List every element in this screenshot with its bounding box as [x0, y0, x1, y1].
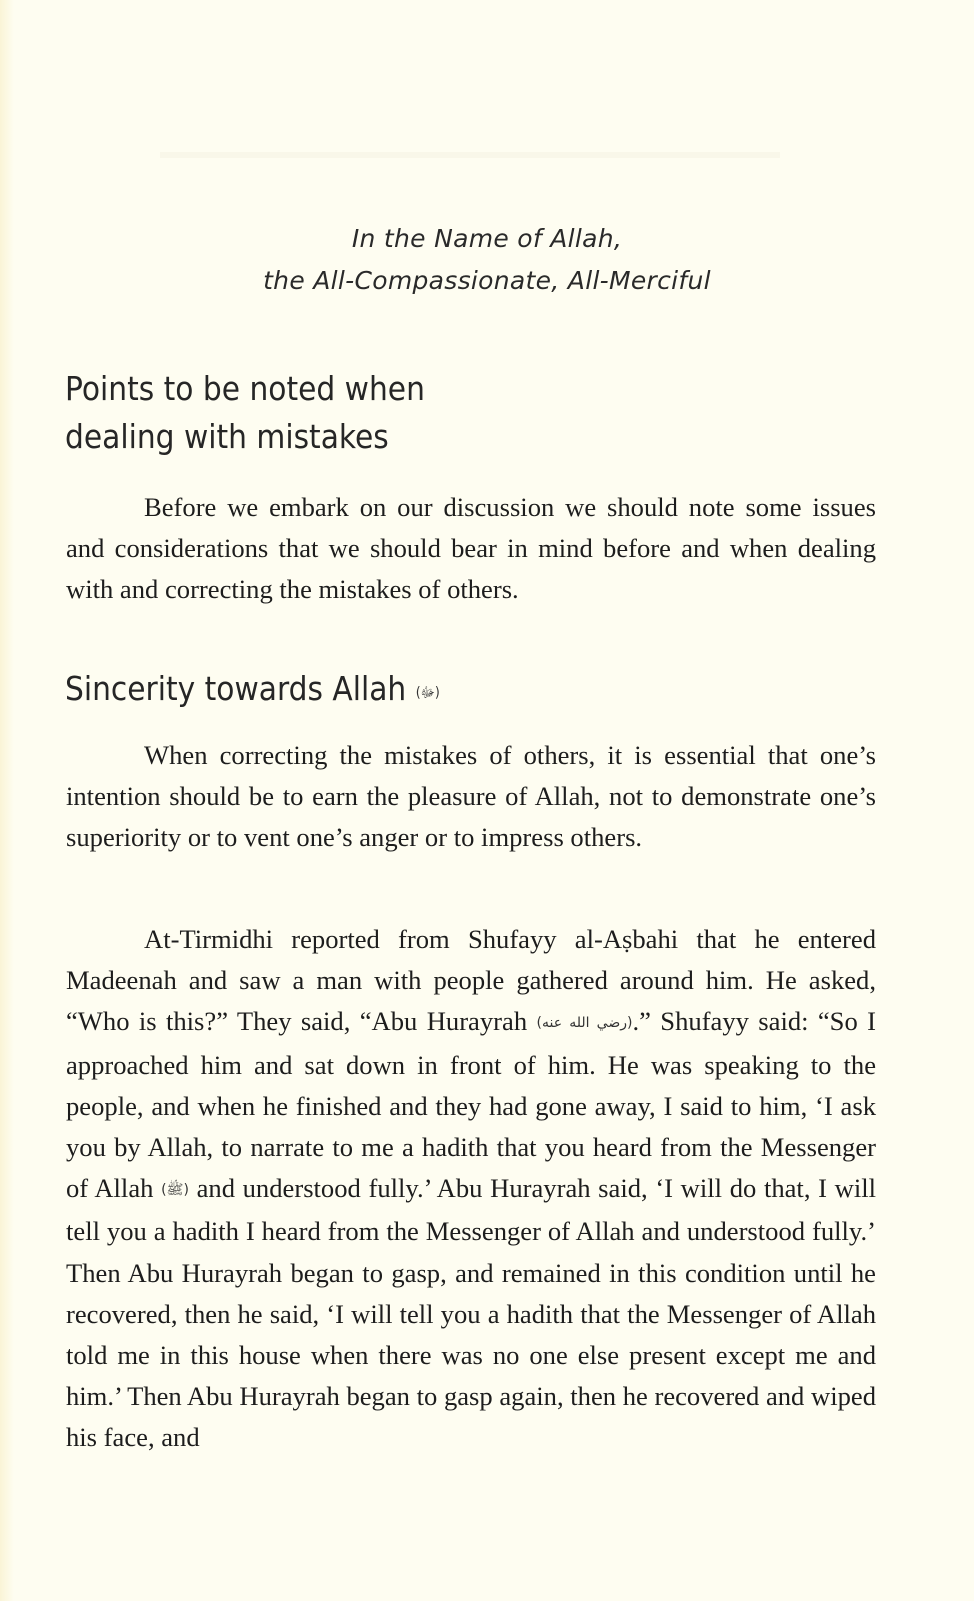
paragraph-sincerity-text: When correcting the mistakes of others, it is essential that one’s intention should be to earn the pleasure of Allah, not to demonstrate one’s superiority or to vent one’s anger or to impress others.: [66, 740, 876, 853]
paragraph-sincerity: [66, 735, 876, 859]
basmala-line-2: the All-Compassionate, All-Merciful: [263, 266, 711, 295]
section-heading-points: [65, 365, 425, 461]
hadith-part-3: and understood fully.’ Abu Hurayrah said, ‘I will do that, I will tell you a hadith I heard from the Messenger of Allah and understood fully.’ Then Abu Hurayrah began to gasp, and remained in this condition until he recovered, then he said, ‘I will tell you a hadith that the Messenger of Allah told me in this house when there was no one else present except me and him.’ Then Abu Hurayrah began to gasp again, then he recovered and wiped his face, and: [66, 1173, 876, 1453]
honorific-salla-icon: (ﷺ): [161, 1182, 189, 1199]
bleed-through-line: [160, 152, 780, 158]
heading-line-2: dealing with mistakes: [65, 417, 389, 456]
honorific-glyph-icon: (ﷻ): [415, 685, 440, 701]
paragraph-intro-text: Before we embark on our discussion we should note some issues and considerations that we should bear in mind before and when dealing with and correcting the mistakes of others.: [66, 492, 876, 605]
heading-text: Sincerity towards Allah: [65, 669, 407, 708]
heading-line-1: Points to be noted when: [65, 369, 425, 408]
basmala-line-1: In the Name of Allah,: [351, 224, 623, 253]
paragraph-intro: [66, 487, 876, 611]
hadith-part-1: At-Tirmidhi reported from Shufayy al-Aṣbahi that he entered Madeenah and saw a man with people gathered around him. He asked, “Who is this?” They said, “Abu Hurayrah: [66, 924, 876, 1037]
hadith-part-2: .” Shufayy said: “So I approached him and sat down in front of him. He was speaking to the people, and when he finished and they had gone away, I said to him, ‘I ask you by Allah, to narrate to me a hadith that you heard from the Messenger of Allah: [66, 1006, 876, 1204]
basmala: [0, 218, 974, 302]
honorific-radiyallahu-icon: (رضي الله عنه): [536, 1015, 633, 1032]
paragraph-hadith: [66, 919, 876, 1459]
section-heading-sincerity: [65, 665, 440, 717]
